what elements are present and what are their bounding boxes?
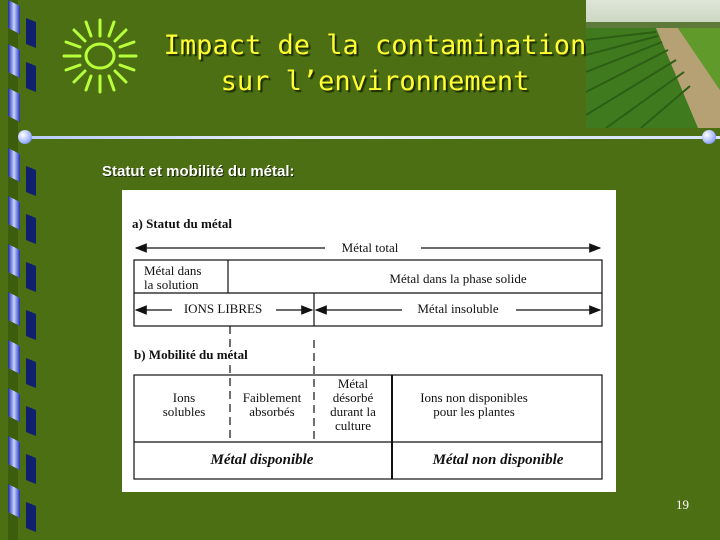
ions-solubles-line1: Ions — [172, 390, 196, 405]
ions-solubles-line2: solubles — [162, 404, 206, 419]
metal-total-label: Métal total — [341, 240, 399, 255]
desorbe-line4: culture — [334, 418, 372, 433]
faiblement-line1: Faiblement — [242, 390, 302, 405]
metal-insoluble-label: Métal insoluble — [417, 301, 499, 316]
page-number: 19 — [676, 497, 689, 512]
section-b-heading: b) Mobilité du métal — [134, 347, 248, 362]
solution-label-line1: Métal dans — [144, 263, 202, 278]
desorbe-line3: durant la — [330, 404, 376, 419]
non-dispo-line1: Ions non disponibles — [420, 390, 528, 405]
slide-title — [140, 28, 610, 100]
desorbe-line1: Métal — [337, 376, 369, 391]
header-divider-line — [22, 136, 720, 139]
left-bullet-strip — [0, 0, 48, 540]
sunburst-logo-icon — [60, 16, 140, 96]
metal-status-mobility-diagram — [122, 190, 616, 492]
faiblement-line2: absorbés — [249, 404, 295, 419]
non-dispo-line2: pour les plantes — [433, 404, 515, 419]
bullet-dot-icon — [18, 130, 32, 144]
title-line-2: sur l’environnement — [220, 66, 530, 97]
ions-libres-label: IONS LIBRES — [183, 301, 263, 316]
solution-label-line2: la solution — [144, 277, 199, 292]
metal-non-disponible-label: Métal non disponible — [432, 452, 564, 468]
section-a-heading: a) Statut du métal — [132, 216, 233, 231]
title-line-1: Impact de la contamination — [163, 30, 587, 61]
field-photo — [586, 0, 720, 128]
bullet-column-icons — [8, 0, 36, 540]
metal-disponible-label: Métal disponible — [210, 452, 314, 468]
desorbe-line2: désorbé — [332, 390, 374, 405]
section-subtitle: Statut et mobilité du métal: — [102, 163, 295, 180]
solid-phase-label: Métal dans la phase solide — [389, 271, 527, 286]
bullet-dot-icon — [702, 130, 716, 144]
